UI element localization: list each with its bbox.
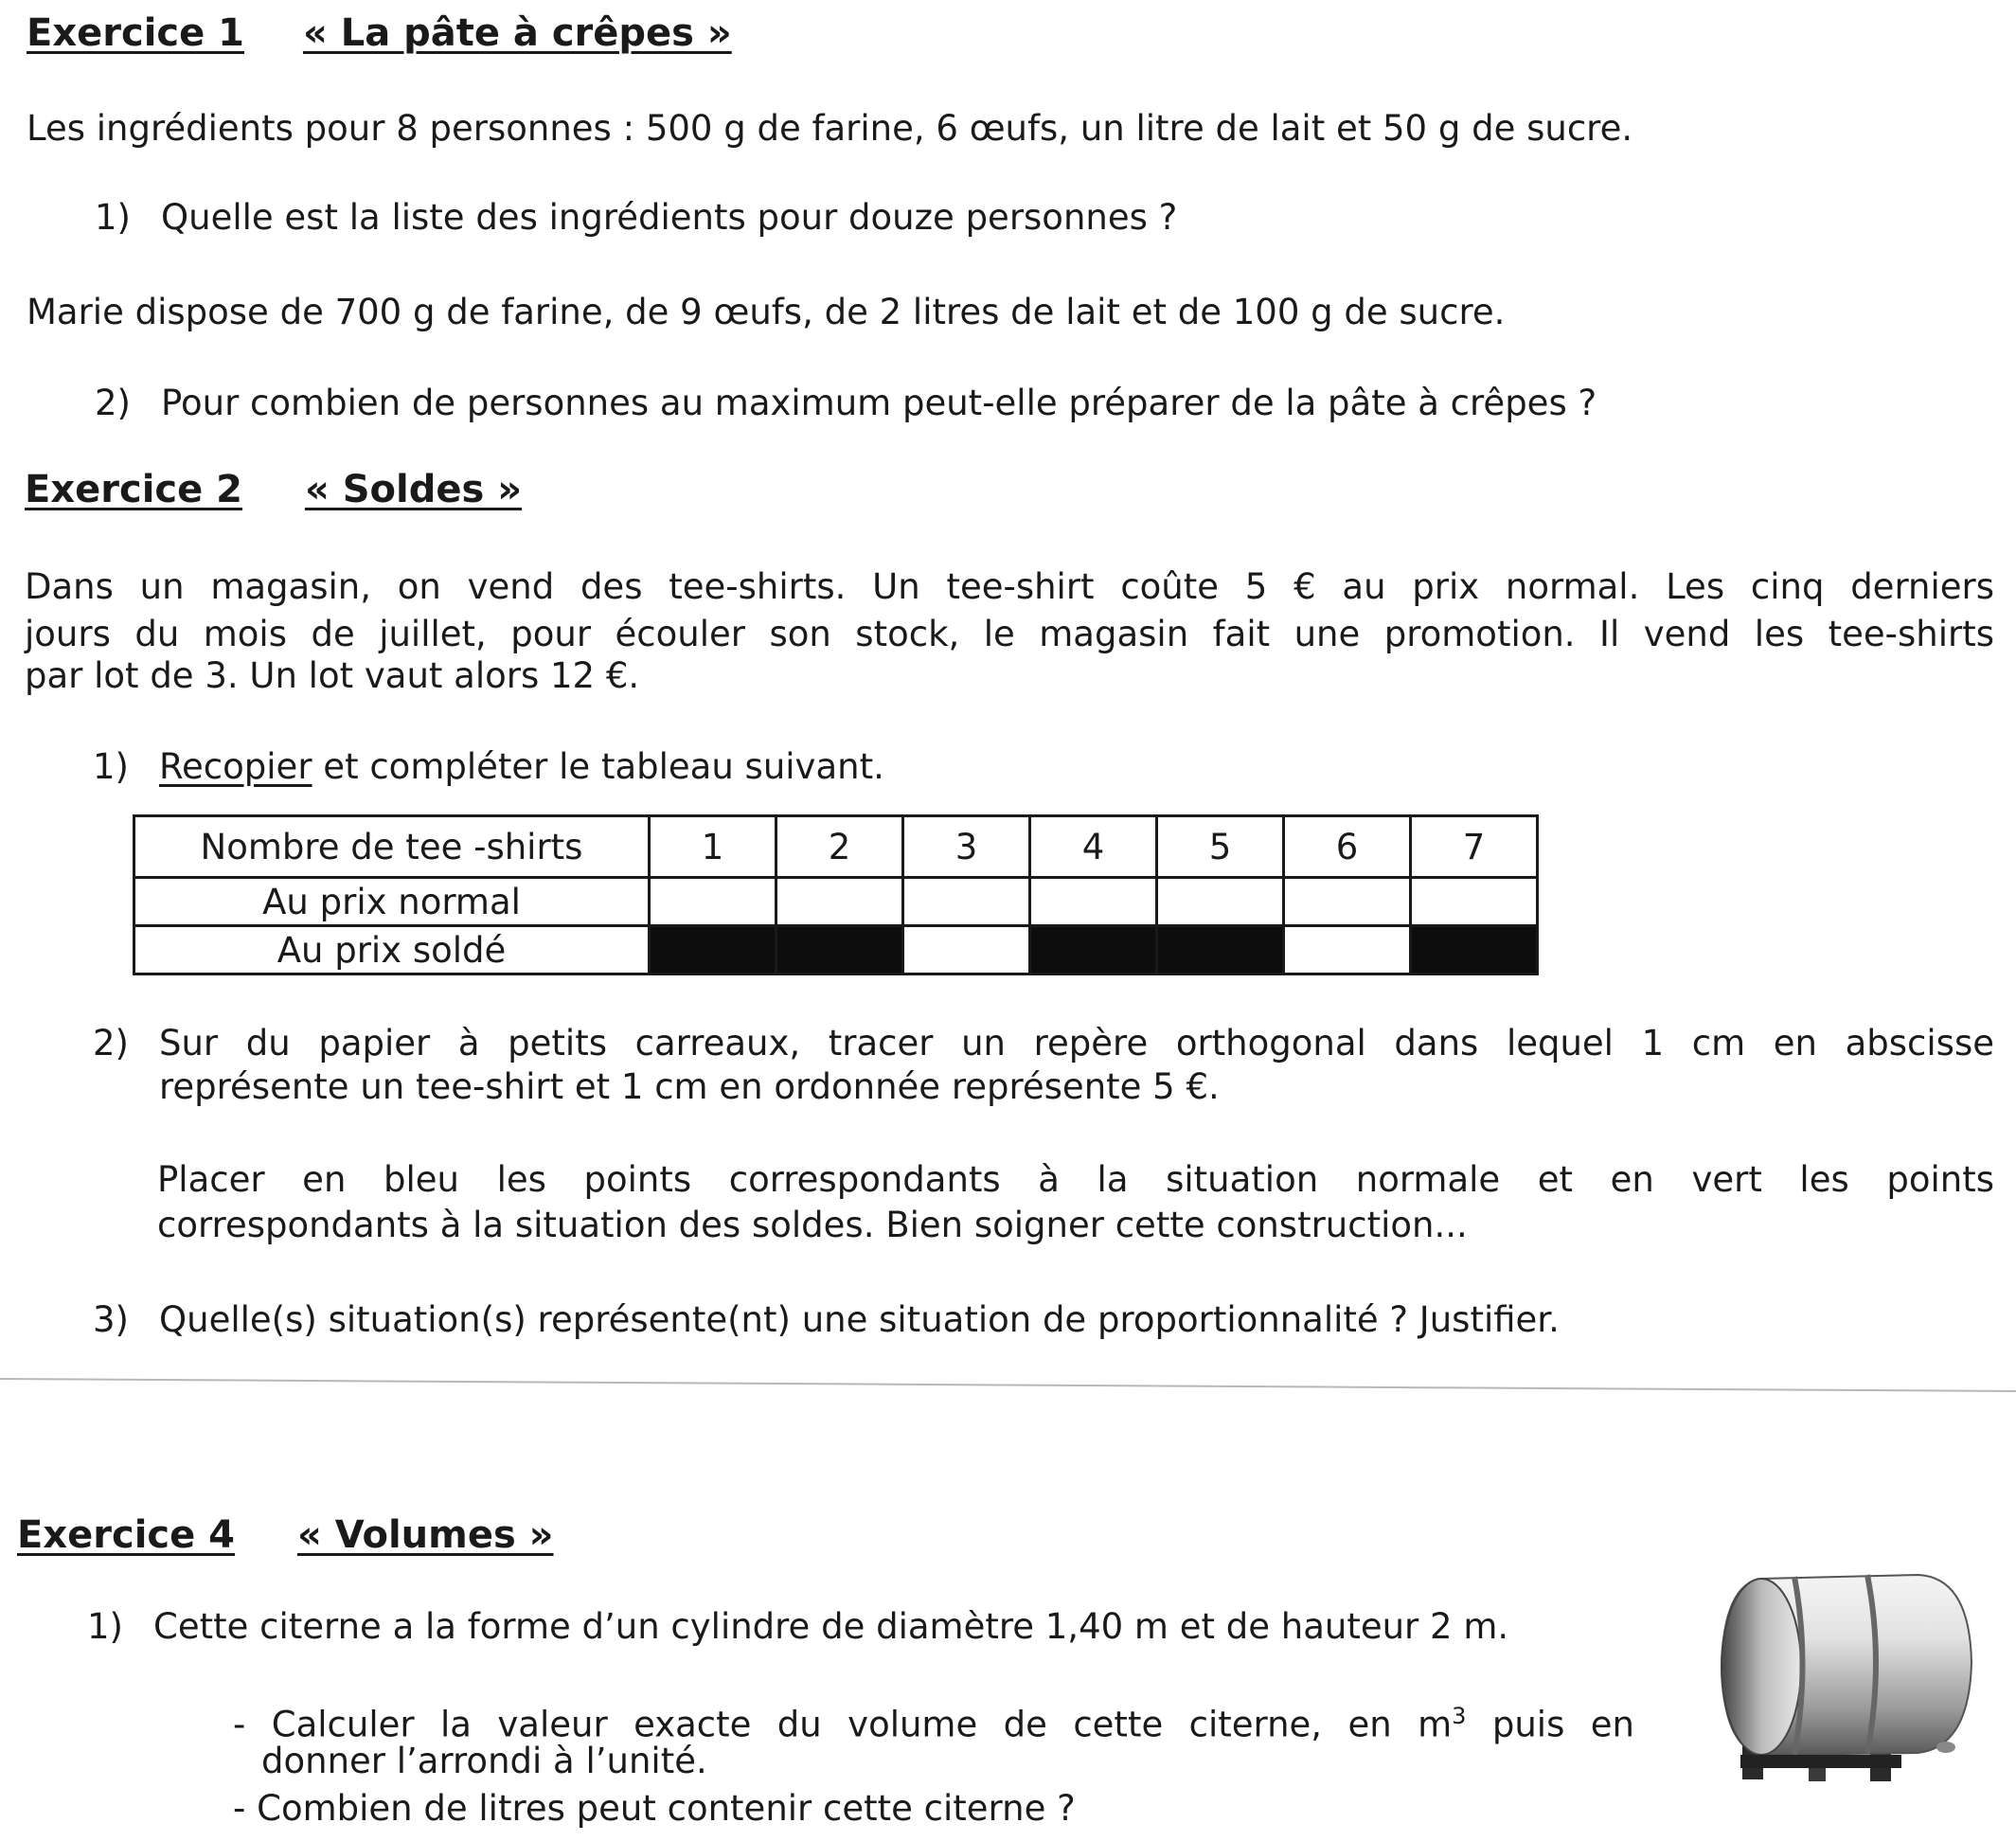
exercise-1-question-1: Quelle est la liste des ingrédients pour douze personnes ? bbox=[161, 197, 1178, 238]
table-cell-count: 5 bbox=[1157, 816, 1284, 878]
table-cell-count: 7 bbox=[1411, 816, 1538, 878]
exercise-1-heading bbox=[27, 11, 732, 55]
exercise-2-question-2-number: 2) bbox=[93, 1023, 129, 1063]
exercise-1-label: Exercice 1 bbox=[27, 11, 244, 55]
table-cell-count: 2 bbox=[776, 816, 903, 878]
exercise-2-question-1-number: 1) bbox=[93, 746, 129, 787]
table-cell-count: 3 bbox=[903, 816, 1030, 878]
bullet-1-text-end: puis en bbox=[1466, 1704, 1635, 1745]
exercise-2-question-1 bbox=[159, 744, 884, 790]
table-row-sale-price bbox=[134, 926, 1538, 974]
exercise-4-question-1-number: 1) bbox=[87, 1606, 123, 1647]
table-cell-empty bbox=[1157, 878, 1284, 926]
table-row-label: Au prix soldé bbox=[134, 926, 650, 974]
table-cell-empty bbox=[903, 878, 1030, 926]
table-cell-count: 6 bbox=[1284, 816, 1411, 878]
cubic-exponent: 3 bbox=[1452, 1703, 1467, 1729]
table-cell-empty bbox=[1411, 878, 1538, 926]
table-cell-blacked-out bbox=[776, 926, 903, 974]
bullet-1-text: - Calculer la valeur exacte du volume de cette citerne, en m bbox=[233, 1704, 1453, 1745]
exercise-2-question-2-line-2: représente un tee-shirt et 1 cm en ordonnée représente 5 €. bbox=[159, 1066, 1220, 1107]
exercise-1-title: « La pâte à crêpes » bbox=[302, 11, 732, 55]
exercise-2-question-3-number: 3) bbox=[93, 1299, 129, 1340]
recopier-underlined: Recopier bbox=[159, 746, 312, 787]
table-row-label: Nombre de tee -shirts bbox=[134, 816, 650, 878]
table-cell-empty bbox=[1030, 878, 1157, 926]
exercise-2-heading bbox=[25, 468, 522, 511]
exercise-1-marie-text: Marie dispose de 700 g de farine, de 9 œufs, de 2 litres de lait et de 100 g de sucre. bbox=[27, 292, 1506, 332]
tee-shirt-table bbox=[133, 814, 1539, 975]
table-cell-empty bbox=[776, 878, 903, 926]
table-cell-blacked-out bbox=[1411, 926, 1538, 974]
table-row-label: Au prix normal bbox=[134, 878, 650, 926]
table-cell-blacked-out bbox=[1030, 926, 1157, 974]
exercise-2-intro-line-2: jours du mois de juillet, pour écouler son stock, le magasin fait une promotion. Il vend les tee-shirts bbox=[25, 614, 1994, 654]
table-cell-empty bbox=[650, 878, 776, 926]
exercise-1-intro: Les ingrédients pour 8 personnes : 500 g de farine, 6 œufs, un litre de lait et 50 g de sucre. bbox=[27, 108, 1633, 149]
exercise-4-bullet-1-line-2: donner l’arrondi à l’unité. bbox=[261, 1741, 707, 1781]
exercise-2-title: « Soldes » bbox=[304, 468, 523, 511]
exercise-2-intro-line-1: Dans un magasin, on vend des tee-shirts. Un tee-shirt coûte 5 € au prix normal. Les cinq derniers bbox=[25, 566, 1994, 607]
table-cell-empty bbox=[1284, 926, 1411, 974]
exercise-1-question-2: Pour combien de personnes au maximum peut-elle préparer de la pâte à crêpes ? bbox=[161, 383, 1597, 423]
exercise-4-bullet-2: - Combien de litres peut contenir cette citerne ? bbox=[233, 1788, 1076, 1829]
table-cell-blacked-out bbox=[650, 926, 776, 974]
exercise-2-question-2-para-2-line-1: Placer en bleu les points correspondants à la situation normale et en vert les points bbox=[157, 1159, 1994, 1200]
table-row-normal-price bbox=[134, 878, 1538, 926]
exercise-4-heading bbox=[17, 1513, 554, 1557]
table-row-count bbox=[134, 816, 1538, 878]
exercise-2-question-2-para-2-line-2: correspondants à la situation des soldes. Bien soigner cette construction... bbox=[157, 1205, 1468, 1245]
exercise-4-title: « Volumes » bbox=[296, 1513, 554, 1557]
exercise-2-label: Exercice 2 bbox=[25, 468, 242, 511]
exercise-2-question-3: Quelle(s) situation(s) représente(nt) une situation de proportionnalité ? Justifier. bbox=[159, 1299, 1560, 1340]
exercise-1-question-2-number: 2) bbox=[95, 383, 131, 423]
exercise-1-question-1-number: 1) bbox=[95, 197, 131, 238]
table-cell-count: 4 bbox=[1030, 816, 1157, 878]
table-cell-blacked-out bbox=[1157, 926, 1284, 974]
table-cell-empty bbox=[903, 926, 1030, 974]
tank-cylinder-icon bbox=[1704, 1558, 1979, 1790]
section-separator bbox=[0, 1378, 2016, 1392]
table-cell-empty bbox=[1284, 878, 1411, 926]
table-cell-count: 1 bbox=[650, 816, 776, 878]
exercise-4-label: Exercice 4 bbox=[17, 1513, 235, 1557]
exercise-4-question-1: Cette citerne a la forme d’un cylindre de diamètre 1,40 m et de hauteur 2 m. bbox=[153, 1606, 1509, 1647]
exercise-2-intro-line-3: par lot de 3. Un lot vaut alors 12 €. bbox=[25, 655, 640, 696]
exercise-2-question-2-line-1: Sur du papier à petits carreaux, tracer un repère orthogonal dans lequel 1 cm en abscisse bbox=[159, 1023, 1994, 1063]
question-1-rest: et compléter le tableau suivant. bbox=[312, 746, 884, 787]
